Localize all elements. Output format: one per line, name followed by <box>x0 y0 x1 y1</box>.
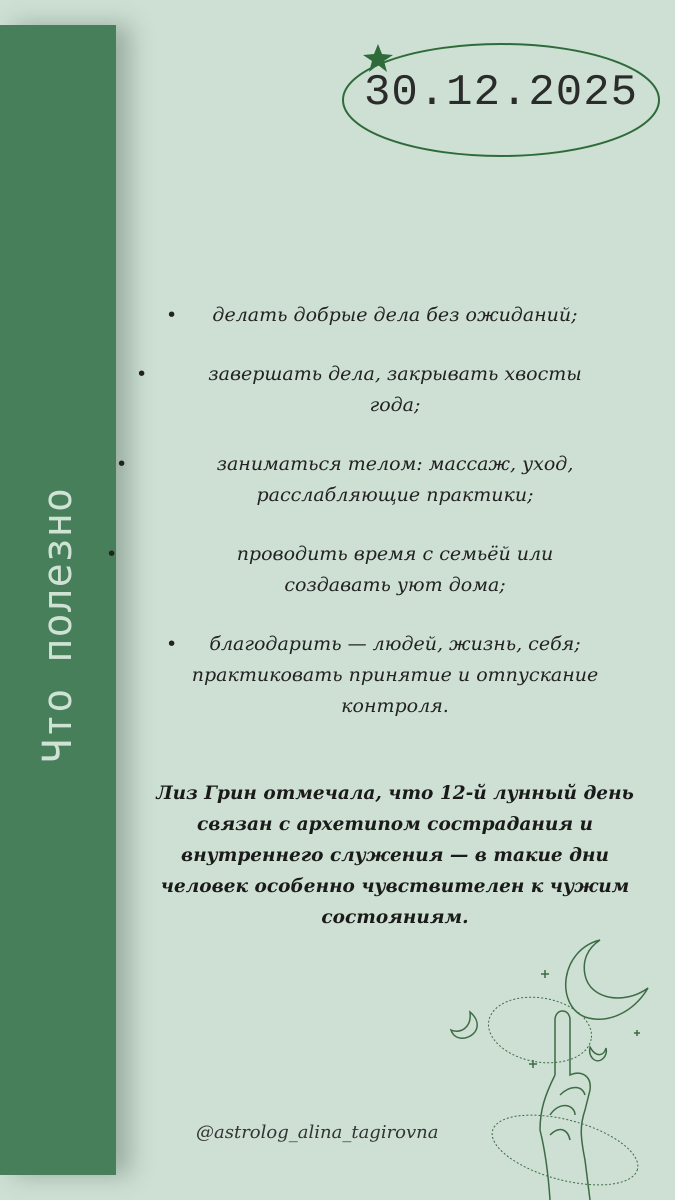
bullet-icon: • <box>166 304 178 326</box>
quote-note: Лиз Грин отмечала, что 12-й лунный день связан с архетипом сострадания и внутреннего служения — в такие дни человек особенно чувствителен к чужим состояниям. <box>156 783 634 928</box>
list-item <box>106 539 630 601</box>
sidebar-panel <box>0 25 116 1175</box>
date-text: 30.12.2025 <box>363 68 639 118</box>
list-item-text: благодарить — людей, жизнь, себя; практиковать принятие и отпускание контроля. <box>191 633 599 717</box>
bullet-icon: • <box>106 543 118 565</box>
list-item-text: заниматься телом: массаж, уход, расслабляющие практики; <box>216 453 574 506</box>
bullet-icon: • <box>116 453 128 475</box>
sidebar-title: Что полезно <box>35 487 81 763</box>
instagram-handle[interactable]: @astrolog_alina_tagirovna <box>196 1122 439 1143</box>
bullet-icon: • <box>136 363 148 385</box>
list-item-text: завершать дела, закрывать хвосты года; <box>208 363 582 416</box>
list-item <box>116 449 630 511</box>
list-item-text: проводить время с семьёй или создавать уют дома; <box>236 543 554 596</box>
tips-list <box>106 300 630 750</box>
date-badge <box>336 40 666 160</box>
hand-moon-illustration-icon <box>420 920 675 1200</box>
bullet-icon: • <box>166 633 178 655</box>
list-item <box>160 300 630 331</box>
list-item-text: делать добрые дела без ожиданий; <box>212 304 578 326</box>
list-item <box>160 629 630 722</box>
list-item <box>136 359 630 421</box>
